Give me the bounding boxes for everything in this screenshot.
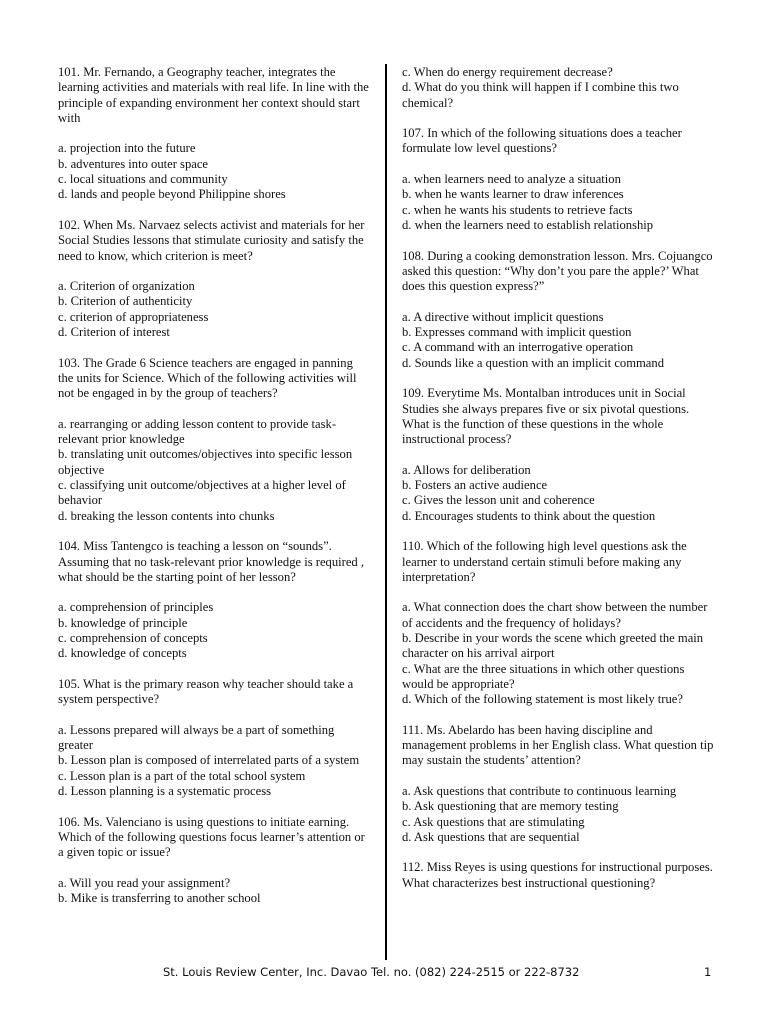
option: d. when the learners need to establish relationship: [402, 217, 654, 232]
option: a. Allows for deliberation: [402, 462, 531, 477]
question-108: [402, 249, 714, 371]
option: b. Expresses command with implicit question: [402, 325, 632, 340]
question-stem: 103. The Grade 6 Science teachers are engaged in panning the units for Science. Which of the following activities will not be engaged in by the group of teachers?: [58, 355, 357, 401]
option: c. comprehension of concepts: [58, 630, 208, 645]
option-list: [58, 279, 370, 340]
question-109: [402, 386, 714, 524]
option: a. rearranging or adding lesson content to provide task-relevant prior knowledge: [58, 416, 337, 447]
option: b. Lesson plan is composed of interrelated parts of a system: [58, 753, 360, 768]
question-stem: 108. During a cooking demonstration lesson. Mrs. Cojuangco asked this question: “Why don’t you pare the apple?’ What does this question express?”: [402, 248, 713, 294]
question-stem: 110. Which of the following high level questions ask the learner to understand certain stimuli before making any interpretation?: [402, 539, 687, 584]
option: d. breaking the lesson contents into chunks: [58, 508, 275, 523]
option: c. When do energy requirement decrease?: [402, 65, 613, 79]
question-stem: 109. Everytime Ms. Montalban introduces unit in Social Studies she always prepares five or six pivotal questions. What is the function of these questions in the whole instructional process?: [402, 386, 690, 447]
option: d. knowledge of concepts: [58, 646, 187, 661]
question-107: [402, 126, 714, 233]
option: b. knowledge of principle: [58, 615, 188, 630]
option: a. A directive without implicit questions: [402, 309, 604, 324]
question-106-continued: [402, 65, 714, 111]
option: d. lands and people beyond Philippine shores: [58, 187, 286, 202]
option-list: [58, 417, 370, 524]
option: b. Criterion of authenticity: [58, 294, 193, 309]
option: b. Mike is transferring to another school: [58, 891, 261, 906]
option-list: [58, 876, 370, 907]
option: a. projection into the future: [58, 141, 196, 156]
option: d. Encourages students to think about the question: [402, 508, 656, 523]
question-103: [58, 356, 370, 524]
option: c. Ask questions that are stimulating: [402, 814, 585, 829]
option: a. when learners need to analyze a situation: [402, 172, 621, 187]
option: d. Ask questions that are sequential: [402, 829, 580, 844]
option-list: [58, 723, 370, 799]
option: b. when he wants learner to draw inferences: [402, 187, 624, 202]
footer-text: St. Louis Review Center, Inc. Davao Tel. no. (082) 224-2515 or 222-8732: [163, 965, 580, 979]
question-102: [58, 218, 370, 340]
question-stem: 107. In which of the following situations does a teacher formulate low level questions?: [402, 126, 682, 156]
question-stem: 104. Miss Tantengco is teaching a lesson on “sounds”. Assuming that no task-relevant prior knowledge is required , what should be the starting point of her lesson?: [58, 539, 365, 584]
option: c. What are the three situations in which other questions would be appropriate?: [402, 661, 685, 691]
column-divider: [385, 64, 387, 960]
question-106: [58, 815, 370, 907]
option-list: [58, 600, 370, 661]
option: a. Ask questions that contribute to continuous learning: [402, 783, 677, 798]
option-list: [402, 310, 714, 371]
option: b. adventures into outer space: [58, 156, 209, 171]
option: d. What do you think will happen if I combine this two chemical?: [402, 80, 679, 110]
question-stem: 112. Miss Reyes is using questions for instructional purposes. What characterizes best instructional questioning?: [402, 860, 713, 890]
option: c. Lesson plan is a part of the total school system: [58, 768, 306, 783]
question-110: [402, 539, 714, 707]
option: a. Criterion of organization: [58, 279, 195, 294]
option-list: [402, 600, 714, 707]
option-list: [402, 172, 714, 233]
option: b. Fosters an active audience: [402, 478, 548, 493]
question-101: [58, 65, 370, 203]
option-list: [402, 463, 714, 524]
option: c. criterion of appropriateness: [58, 309, 209, 324]
question-105: [58, 677, 370, 799]
option: a. Lessons prepared will always be a part of something greater: [58, 722, 335, 753]
option: d. Criterion of interest: [58, 325, 170, 340]
page-number: 1: [704, 965, 712, 979]
option: b. Ask questioning that are memory testing: [402, 799, 619, 814]
question-stem: 106. Ms. Valenciano is using questions to initiate earning. Which of the following questions focus learner’s attention or a given topic or issue?: [58, 814, 365, 860]
option: b. translating unit outcomes/objectives into specific lesson objective: [58, 447, 353, 477]
question-stem: 111. Ms. Abelardo has been having discipline and management problems in her English class. What question tip may sustain the students’ attention?: [402, 722, 714, 768]
option: a. comprehension of principles: [58, 600, 214, 615]
question-112: [402, 860, 714, 891]
option: c. Gives the lesson unit and coherence: [402, 493, 595, 508]
question-stem: 102. When Ms. Narvaez selects activist and materials for her Social Studies lessons that stimulate curiosity and satisfy the need to know, which criterion is meet?: [58, 217, 365, 263]
question-stem: 105. What is the primary reason why teacher should take a system perspective?: [58, 676, 354, 707]
right-column: [402, 65, 714, 906]
option: d. Which of the following statement is most likely true?: [402, 692, 683, 707]
option: a. What connection does the chart show between the number of accidents and the frequency of holidays?: [402, 600, 708, 630]
option: c. A command with an interrogative operation: [402, 340, 634, 355]
question-stem: 101. Mr. Fernando, a Geography teacher, integrates the learning activities and materials with real life. In line with the principle of expanding environment her context should start with: [58, 65, 369, 125]
option-list: [58, 141, 370, 202]
option: a. Will you read your assignment?: [58, 875, 231, 890]
option: d. Lesson planning is a systematic process: [58, 783, 272, 798]
option: b. Describe in your words the scene which greeted the main character on his arrival airport: [402, 630, 704, 661]
option: c. local situations and community: [58, 172, 228, 187]
question-111: [402, 723, 714, 845]
option-list: [402, 784, 714, 845]
option: d. Sounds like a question with an implicit command: [402, 355, 664, 370]
option: c. classifying unit outcome/objectives at a higher level of behavior: [58, 478, 346, 508]
option: c. when he wants his students to retrieve facts: [402, 202, 633, 217]
question-104: [58, 539, 370, 661]
left-column: [58, 65, 370, 922]
option-list: [402, 65, 714, 111]
